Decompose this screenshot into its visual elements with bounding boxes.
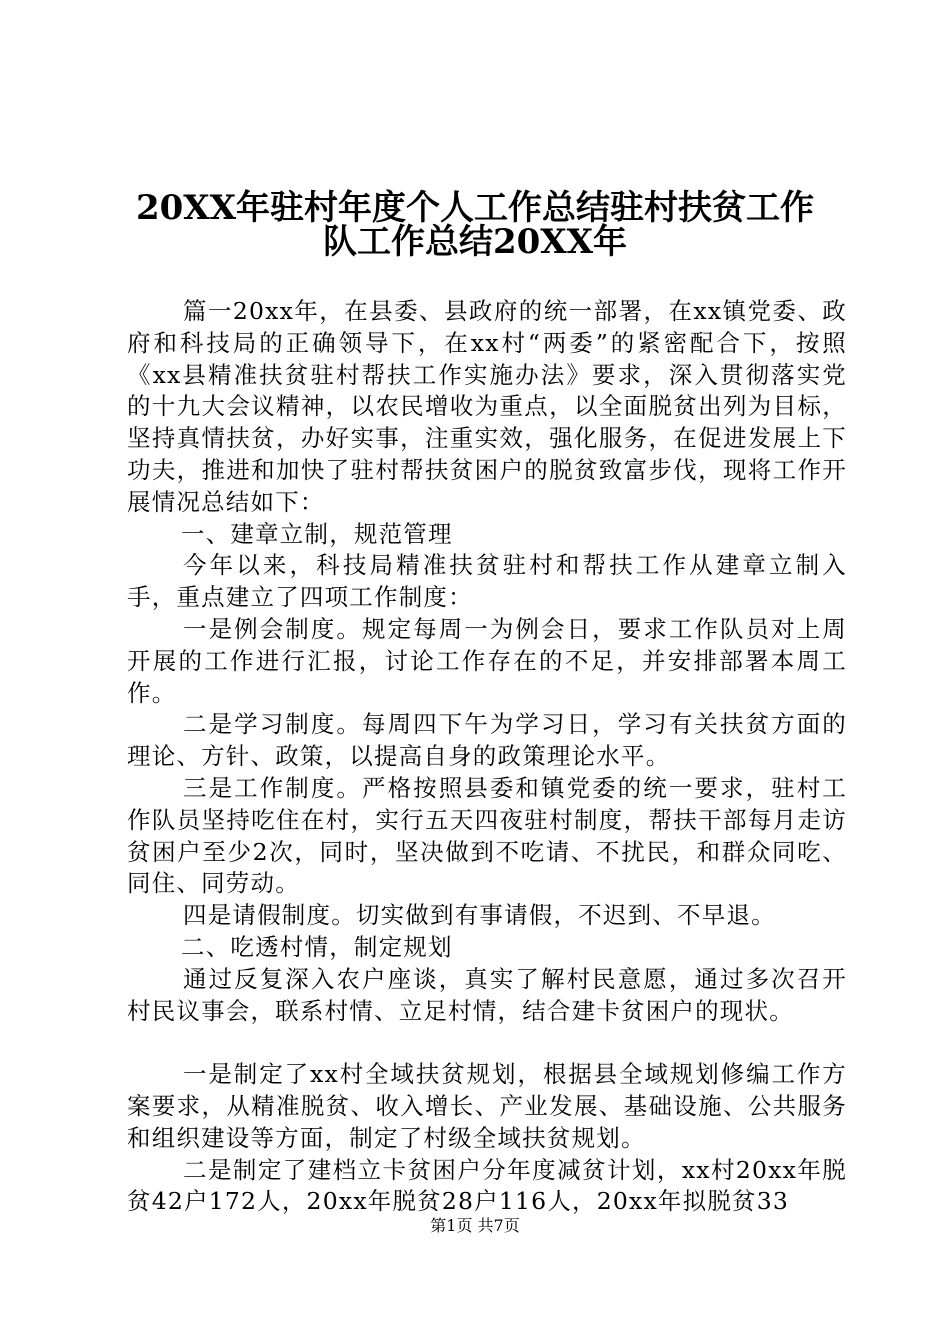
paragraph: 二是制定了建档立卡贫困户分年度减贫计划，xx村20xx年脱贫42户172人，20xx年脱贫28户116人，20xx年拟脱贫33 xyxy=(127,1155,847,1216)
paragraph: 一是制定了xx村全域扶贫规划，根据县全域规划修编工作方案要求，从精准脱贫、收入增长、产业发展、基础设施、公共服务和组织建设等方面，制定了村级全域扶贫规划。 xyxy=(127,1060,847,1152)
paragraph: 二是学习制度。每周四下午为学习日，学习有关扶贫方面的理论、方针、政策，以提高自身的政策理论水平。 xyxy=(127,710,847,771)
section-heading-2: 二、吃透村情，制定规划 xyxy=(181,932,453,961)
paragraph-intro: 篇一20xx年，在县委、县政府的统一部署，在xx镇党委、政府和科技局的正确领导下，在xx村“两委”的紧密配合下，按照《xx县精准扶贫驻村帮扶工作实施办法》要求，深入贯彻落实党的十九大会议精神，以农民增收为重点，以全面脱贫出列为目标，坚持真情扶贫，办好实事，注重实效，强化服务，在促进发展上下功夫，推进和加快了驻村帮扶贫困户的脱贫致富步伐，现将工作开展情况总结如下： xyxy=(127,297,847,516)
document-body xyxy=(127,296,847,1218)
document-title-line-2: 队工作总结20XX年 xyxy=(322,222,628,262)
paragraph: 一是例会制度。规定每周一为例会日，要求工作队员对上周开展的工作进行汇报，讨论工作存在的不足，并安排部署本周工作。 xyxy=(127,614,847,707)
paragraph: 四是请假制度。切实做到有事请假，不迟到、不早退。 xyxy=(183,901,776,930)
blank-line xyxy=(127,1027,847,1059)
paragraph: 三是工作制度。严格按照县委和镇党委的统一要求，驻村工作队员坚持吃住在村，实行五天四夜驻村制度，帮扶干部每月走访贫困户至少2次，同时，坚决做到不吃请、不扰民，和群众同吃、同住、同劳动。 xyxy=(127,773,847,898)
page-footer: 第1页 共7页 xyxy=(430,1216,520,1235)
paragraph: 今年以来，科技局精准扶贫驻村和帮扶工作从建章立制入手，重点建立了四项工作制度： xyxy=(127,551,847,612)
paragraph: 通过反复深入农户座谈，真实了解村民意愿，通过多次召开村民议事会，联系村情、立足村情，结合建卡贫困户的现状。 xyxy=(127,964,847,1025)
document-title-line-1: 20XX年驻村年度个人工作总结驻村扶贫工作 xyxy=(135,188,815,228)
section-heading-1: 一、建章立制，规范管理 xyxy=(181,519,453,548)
